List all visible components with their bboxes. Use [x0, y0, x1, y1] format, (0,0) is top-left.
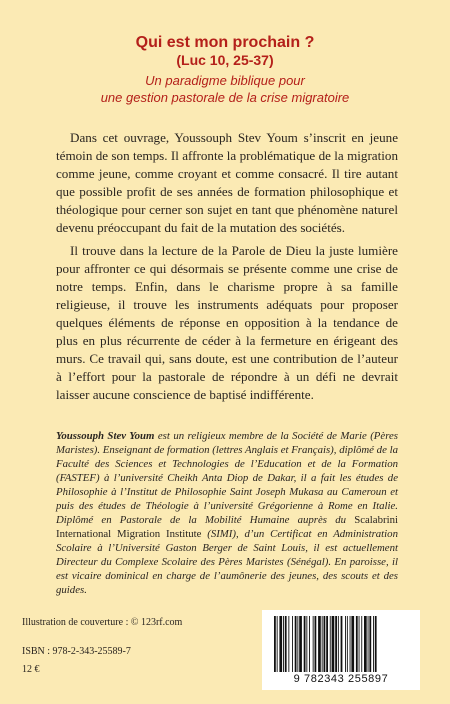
book-tagline: [0, 72, 450, 106]
summary-paragraph-1: Dans cet ouvrage, Youssouph Stev Youm s’inscrit en jeune témoin de son temps. Il affronte la problématique de la migration comme jeune, comme croyant et comme consacré. Il tire autant que possible profit de ses années de formation philosophique et théologique pour cerner son sujet en tant que phénomène naturel devenu préoccupant du fait de la mutation des sociétés.: [56, 130, 398, 235]
barcode-bars: [274, 616, 408, 674]
isbn: ISBN : 978-2-343-25589-7: [22, 646, 131, 657]
book-subtitle: (Luc 10, 25-37): [176, 52, 274, 68]
bio-text-1: est un religieux membre de la Société de Marie (Pères Maristes). Enseignant de formation (lettres Anglais et Français), diplômé de la Faculté des Sciences et Technologies de l’Education et de la Formation (FASTEF) à l’université Cheikh Anta Diop de Dakar, il a fait les études de Philosophie à l’Institut de Philosophie Saint Joseph Mukasa au Cameroun et puis des études de Théologie à l’université Grégorienne à Rome en Italie. Diplômé en Pastorale de la Mobilité Humaine auprès du: [56, 430, 398, 526]
barcode-digits: 9 782343 255897: [293, 673, 389, 685]
author-name: Youssouph Stev Youm: [56, 430, 155, 442]
barcode: [262, 610, 420, 690]
tagline-line-1: Un paradigme biblique pour: [145, 73, 305, 88]
summary-paragraph-2: Il trouve dans la lecture de la Parole de Dieu la juste lumière pour affronter ce qui désormais se présente comme une crise de notre temps. Enfin, dans le charisme propre à sa famille religieuse, il trouve les instruments adéquats pour proposer quelques éléments de réponse en opposition à la tendance de plus en plus récurrente de céder à la fermeture en érigeant des murs. Ce travail qui, sans doute, est une contribution de l’auteur à l’effort pour la pastorale de répondre à un défi ne devrait laisser aucune conscience de baptisé indifférente.: [56, 243, 398, 402]
author-bio: [56, 429, 398, 597]
bio-institute: Scalabrini International Migration Institute: [56, 514, 398, 540]
price: 12 €: [22, 664, 40, 675]
bio-text-2: (SIMI), d’un Certificat en Administration Scolaire à l’Université Gaston Berger de Saint Louis, il est actuellement Directeur du Complexe Scolaire des Pères Maristes (Sénégal). En paroisse, il est vicaire dominical en charge de l’aumônerie des jeunes, des scouts et des guides.: [56, 528, 398, 596]
cover-credit: Illustration de couverture : © 123rf.com: [22, 617, 183, 628]
tagline-line-2: une gestion pastorale de la crise migratoire: [100, 90, 350, 105]
book-title: Qui est mon prochain ?: [135, 34, 315, 51]
